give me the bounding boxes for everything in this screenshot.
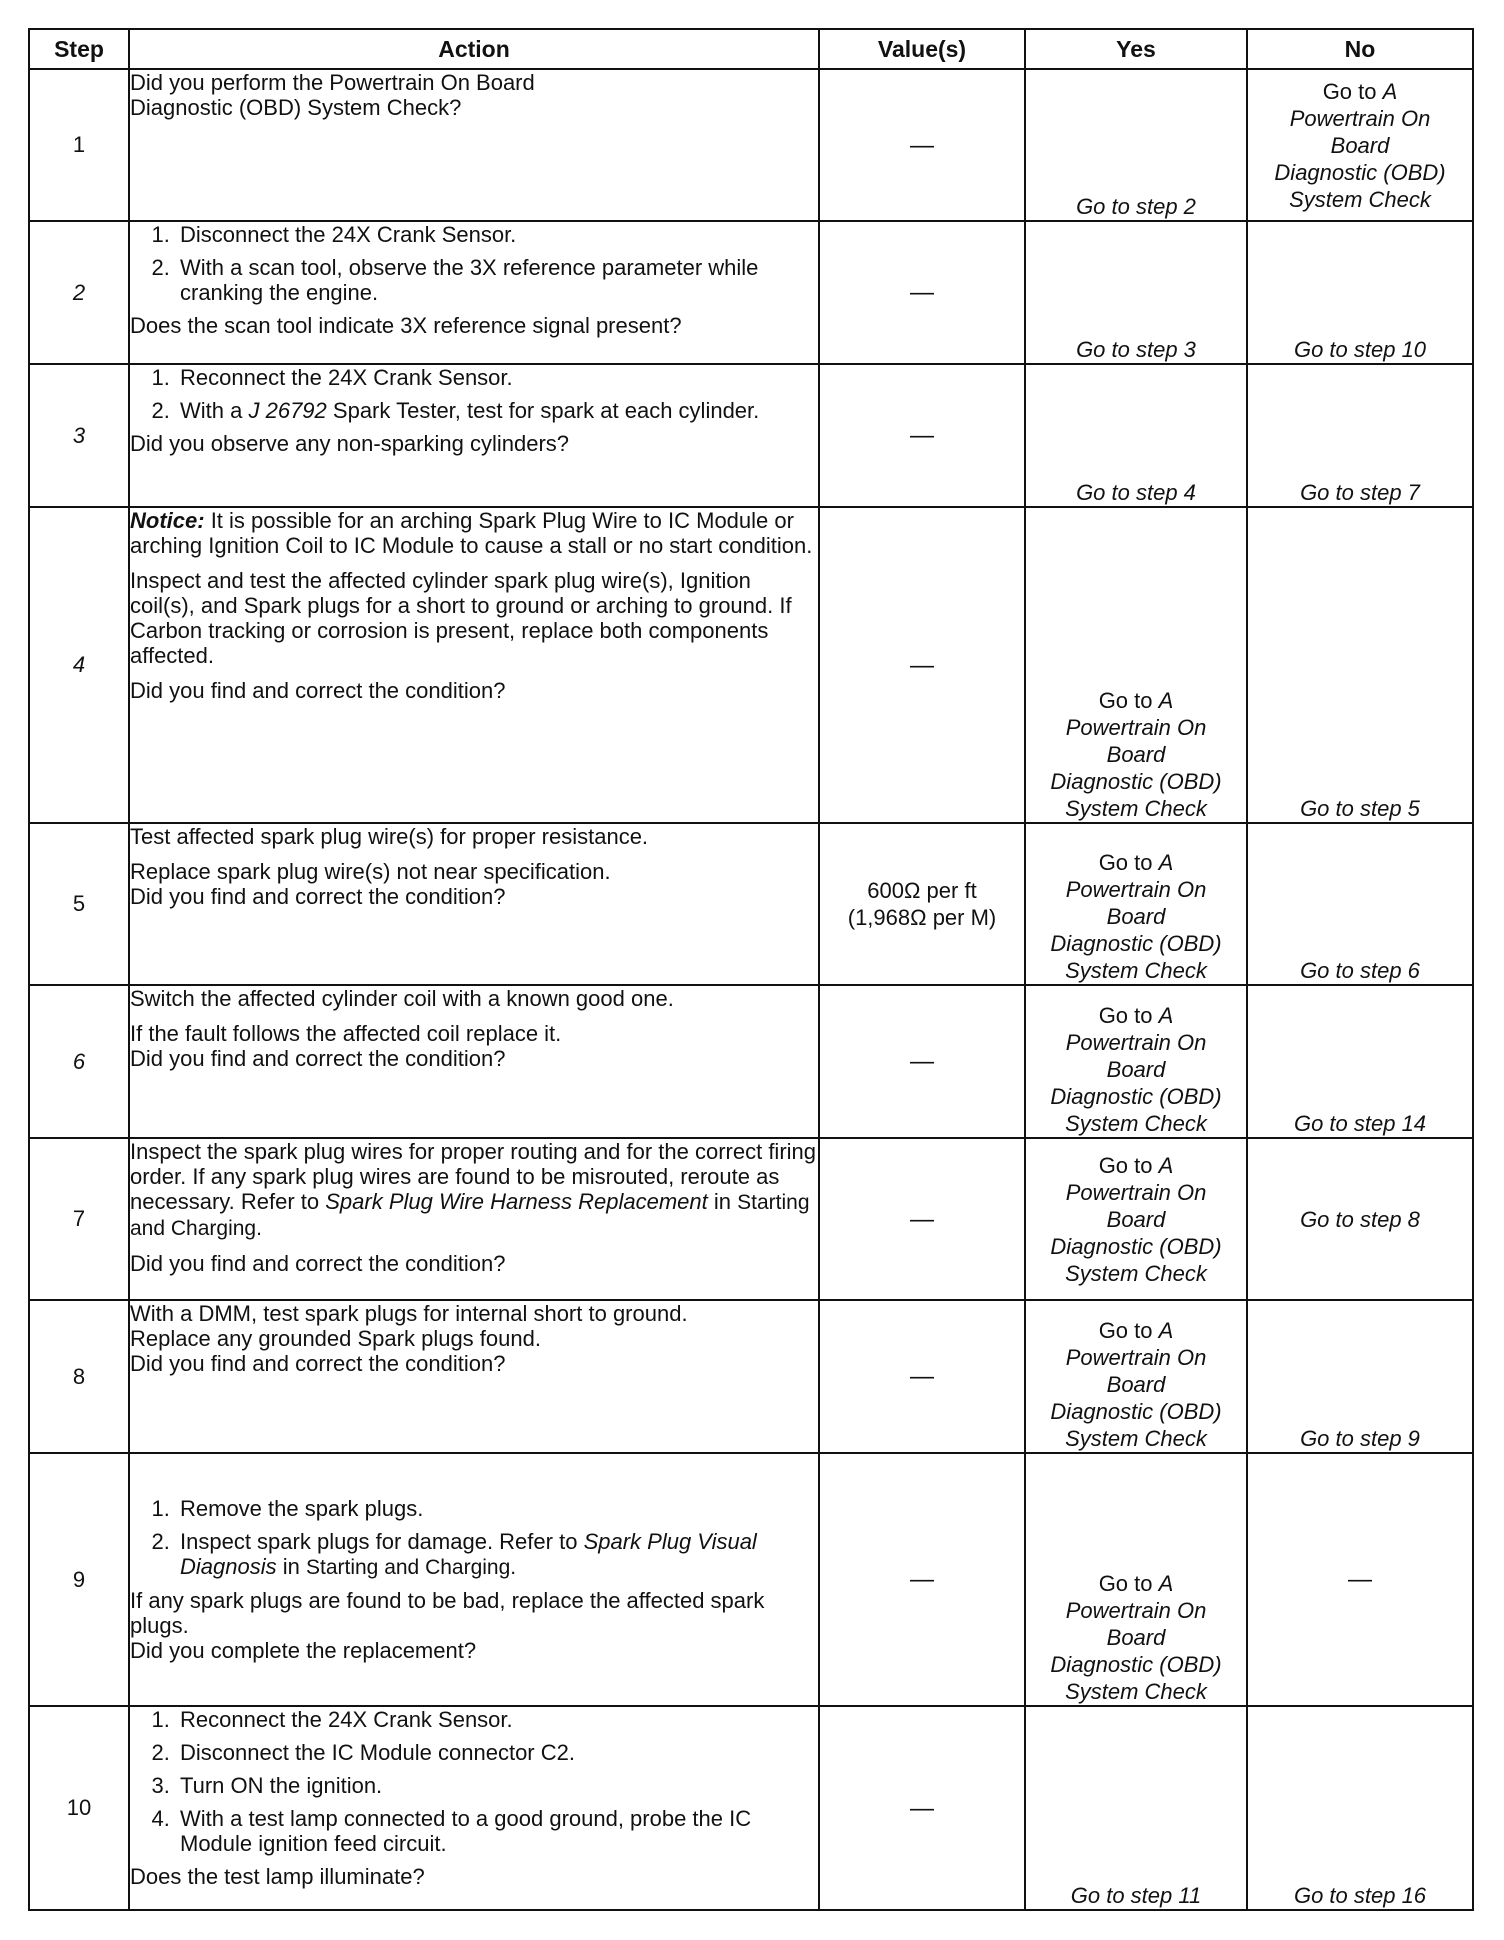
action-line: If the fault follows the affected coil replace it.	[130, 1021, 562, 1046]
no-cell: Go to step 10	[1247, 221, 1473, 364]
obd-line: Diagnostic (OBD)	[1050, 1399, 1222, 1424]
obd-line: Diagnostic (OBD)	[1050, 1084, 1222, 1109]
action-question: Does the scan tool indicate 3X reference signal present?	[130, 313, 682, 338]
reference-title: Spark Plug Visual Diagnosis	[180, 1529, 757, 1579]
action-cell	[129, 1453, 819, 1706]
no-cell: Go to step 14	[1247, 985, 1473, 1138]
goto-label: Go to	[1098, 1003, 1153, 1028]
text-span: Inspect the spark plug wires for proper routing and for the correct firing order. If any spark plug wires are found to be misrouted, reroute as necessary. Refer to	[130, 1139, 817, 1214]
action-cell	[129, 1138, 819, 1300]
action-question: Did you observe any non-sparking cylinders?	[130, 431, 570, 456]
no-cell: Go to step 16	[1247, 1706, 1473, 1910]
action-cell	[129, 221, 819, 364]
value-line: (1,968Ω per M)	[847, 905, 997, 930]
obd-line: System Check	[1065, 1426, 1207, 1451]
step-number: 7	[29, 1138, 129, 1300]
goto-label: Go to	[1098, 850, 1153, 875]
obd-line: Diagnostic (OBD)	[1274, 159, 1446, 185]
goto-label: Go to	[1098, 688, 1153, 713]
obd-line: Powertrain On	[1065, 1030, 1207, 1055]
value-cell	[819, 1138, 1025, 1300]
list-item: 4. With a test lamp connected to a good ground, probe the IC Module ignition feed circuit.	[176, 1806, 818, 1856]
dash: —	[910, 131, 934, 159]
step-number: 4	[29, 507, 129, 823]
action-list	[130, 1496, 818, 1580]
step-number: 3	[29, 364, 129, 507]
obd-line: Board	[1106, 1206, 1166, 1232]
action-cell	[129, 985, 819, 1138]
list-item	[176, 398, 818, 423]
dash: —	[1348, 1566, 1372, 1593]
no-cell: Go to step 6	[1247, 823, 1473, 985]
action-question: Does the test lamp illuminate?	[130, 1864, 425, 1889]
dash: —	[910, 1363, 934, 1390]
value-line: 600Ω per ft	[867, 878, 977, 903]
goto-a: A	[1158, 1318, 1174, 1343]
action-line: Test affected spark plug wire(s) for proper resistance.	[130, 824, 649, 849]
action-list	[130, 365, 818, 423]
goto-label: Go to	[1098, 1152, 1153, 1178]
goto-label: Go to	[1098, 1318, 1153, 1343]
list-item: 1. Reconnect the 24X Crank Sensor.	[176, 365, 818, 390]
action-line: Did you find and correct the condition?	[130, 884, 506, 909]
inspect-paragraph: Inspect and test the affected cylinder spark plug wire(s), Ignition coil(s), and Spark plugs for a short to ground or arching to ground. If Carbon tracking or corrosion is present, replace both components affected.	[130, 568, 792, 668]
obd-line: Board	[1106, 1372, 1166, 1397]
section-name: Starting and Charging.	[305, 1556, 517, 1579]
reference-title: Spark Plug Wire Harness Replacement	[325, 1189, 708, 1214]
action-cell	[129, 823, 819, 985]
value-cell	[819, 1706, 1025, 1910]
action-cell	[129, 1706, 819, 1910]
text-span: Inspect spark plugs for damage. Refer to	[180, 1529, 578, 1554]
goto-label: Go to	[1098, 1571, 1153, 1596]
value-cell	[819, 985, 1025, 1138]
obd-line: Powertrain On	[1065, 1345, 1207, 1370]
obd-line: Powertrain On	[1065, 877, 1207, 902]
value-cell	[819, 1453, 1025, 1706]
obd-line: Board	[1106, 904, 1166, 929]
section-name: Starting and Charging.	[130, 1191, 810, 1240]
obd-line: System Check	[1065, 796, 1207, 821]
table-row	[29, 823, 1473, 985]
action-line: Did you perform the Powertrain On Board	[130, 70, 535, 95]
obd-line: Board	[1106, 742, 1166, 767]
table-row	[29, 364, 1473, 507]
obd-line: Diagnostic (OBD)	[1050, 931, 1222, 956]
text-span: in	[713, 1189, 732, 1214]
yes-cell	[1025, 1300, 1247, 1453]
yes-cell	[1025, 1138, 1247, 1300]
action-line: Did you find and correct the condition?	[130, 1351, 506, 1376]
action-question: Did you find and correct the condition?	[130, 1251, 506, 1276]
yes-cell: Go to step 3	[1025, 221, 1247, 364]
obd-line: Diagnostic (OBD)	[1050, 1233, 1222, 1259]
value-cell	[819, 221, 1025, 364]
obd-line: System Check	[1065, 1111, 1207, 1136]
tool-name: J 26792	[248, 398, 327, 423]
list-item: 1. Disconnect the 24X Crank Sensor.	[176, 222, 818, 247]
no-cell: Go to step 8	[1247, 1138, 1473, 1300]
goto-a: A	[1158, 850, 1174, 875]
yes-cell	[1025, 823, 1247, 985]
no-cell: Go to step 5	[1247, 507, 1473, 823]
step-number: 9	[29, 1453, 129, 1706]
text-span: With a	[180, 398, 243, 423]
list-item	[176, 1529, 818, 1580]
step-number: 10	[29, 1706, 129, 1910]
header-action: Action	[129, 29, 819, 69]
notice-text: It is possible for an arching Spark Plug Wire to IC Module or arching Ignition Coil to IC Module to cause a stall or no start condition.	[130, 508, 813, 558]
obd-line: Diagnostic (OBD)	[1050, 1652, 1222, 1677]
list-item: 2. Disconnect the IC Module connector C2.	[176, 1740, 818, 1765]
action-line: Replace any grounded Spark plugs found.	[130, 1326, 541, 1351]
dash: —	[910, 1794, 934, 1822]
list-item: 1. Reconnect the 24X Crank Sensor.	[176, 1707, 818, 1732]
list-item: 2. With a scan tool, observe the 3X reference parameter while cranking the engine.	[176, 255, 818, 305]
header-row	[29, 29, 1473, 69]
goto-a: A	[1158, 688, 1174, 713]
obd-line: Powertrain On	[1065, 715, 1207, 740]
header-yes: Yes	[1025, 29, 1247, 69]
action-line: Switch the affected cylinder coil with a known good one.	[130, 986, 674, 1011]
yes-cell: Go to step 2	[1025, 69, 1247, 221]
step-number: 8	[29, 1300, 129, 1453]
header-values: Value(s)	[819, 29, 1025, 69]
value-cell	[819, 507, 1025, 823]
diagnostic-table	[28, 28, 1474, 1911]
action-paragraph	[130, 1139, 818, 1241]
obd-line: System Check	[1289, 186, 1431, 212]
dash: —	[910, 1205, 934, 1233]
value-cell	[819, 364, 1025, 507]
action-line: Did you find and correct the condition?	[130, 1046, 506, 1071]
table-row	[29, 1300, 1473, 1453]
value-cell	[819, 69, 1025, 221]
obd-line: System Check	[1065, 1679, 1207, 1704]
dash: —	[910, 422, 934, 449]
goto-a: A	[1158, 1571, 1174, 1596]
yes-cell	[1025, 985, 1247, 1138]
goto-a: A	[1158, 1152, 1174, 1178]
no-cell: Go to step 9	[1247, 1300, 1473, 1453]
goto-label: Go to	[1322, 78, 1377, 104]
obd-line: Diagnostic (OBD)	[1050, 769, 1222, 794]
table-row	[29, 1138, 1473, 1300]
goto-a: A	[1382, 78, 1398, 104]
no-cell: Go to step 7	[1247, 364, 1473, 507]
no-cell	[1247, 69, 1473, 221]
value-cell	[819, 823, 1025, 985]
action-line: With a DMM, test spark plugs for internal short to ground.	[130, 1301, 688, 1326]
obd-line: Board	[1106, 1057, 1166, 1082]
yes-cell: Go to step 4	[1025, 364, 1247, 507]
table-row	[29, 1453, 1473, 1706]
step-number: 1	[29, 69, 129, 221]
table-row	[29, 985, 1473, 1138]
obd-line: Powertrain On	[1065, 1598, 1207, 1623]
action-list	[130, 222, 818, 305]
table-row	[29, 221, 1473, 364]
action-line: If any spark plugs are found to be bad, replace the affected spark plugs.	[130, 1588, 765, 1638]
action-line: Diagnostic (OBD) System Check?	[130, 95, 462, 120]
list-item: 3. Turn ON the ignition.	[176, 1773, 818, 1798]
obd-line: Powertrain On	[1289, 105, 1431, 131]
action-cell	[129, 1300, 819, 1453]
table-row	[29, 507, 1473, 823]
action-question: Did you find and correct the condition?	[130, 678, 506, 703]
dash: —	[910, 1048, 934, 1075]
no-cell	[1247, 1453, 1473, 1706]
action-cell	[129, 69, 819, 221]
action-list	[130, 1707, 818, 1856]
table-row	[29, 69, 1473, 221]
yes-cell	[1025, 507, 1247, 823]
goto-a: A	[1158, 1003, 1174, 1028]
text-span: in	[282, 1554, 300, 1579]
step-number: 6	[29, 985, 129, 1138]
step-number: 2	[29, 221, 129, 364]
obd-line: Powertrain On	[1065, 1179, 1207, 1205]
obd-line: System Check	[1065, 958, 1207, 983]
obd-line: System Check	[1065, 1260, 1207, 1286]
dash: —	[910, 279, 934, 306]
action-cell	[129, 364, 819, 507]
dash: —	[910, 651, 934, 679]
list-item: 1. Remove the spark plugs.	[176, 1496, 818, 1521]
step-number: 5	[29, 823, 129, 985]
text-span: Spark Tester, test for spark at each cylinder.	[332, 398, 760, 423]
value-cell	[819, 1300, 1025, 1453]
table-row	[29, 1706, 1473, 1910]
header-no: No	[1247, 29, 1473, 69]
dash: —	[910, 1566, 934, 1593]
notice-paragraph	[130, 508, 818, 558]
action-line: Did you complete the replacement?	[130, 1638, 477, 1663]
yes-cell: Go to step 11	[1025, 1706, 1247, 1910]
action-cell	[129, 507, 819, 823]
obd-line: Board	[1106, 1625, 1166, 1650]
yes-cell	[1025, 1453, 1247, 1706]
obd-line: Board	[1330, 132, 1390, 158]
notice-label: Notice:	[130, 508, 205, 533]
action-line: Replace spark plug wire(s) not near specification.	[130, 859, 611, 884]
header-step: Step	[29, 29, 129, 69]
